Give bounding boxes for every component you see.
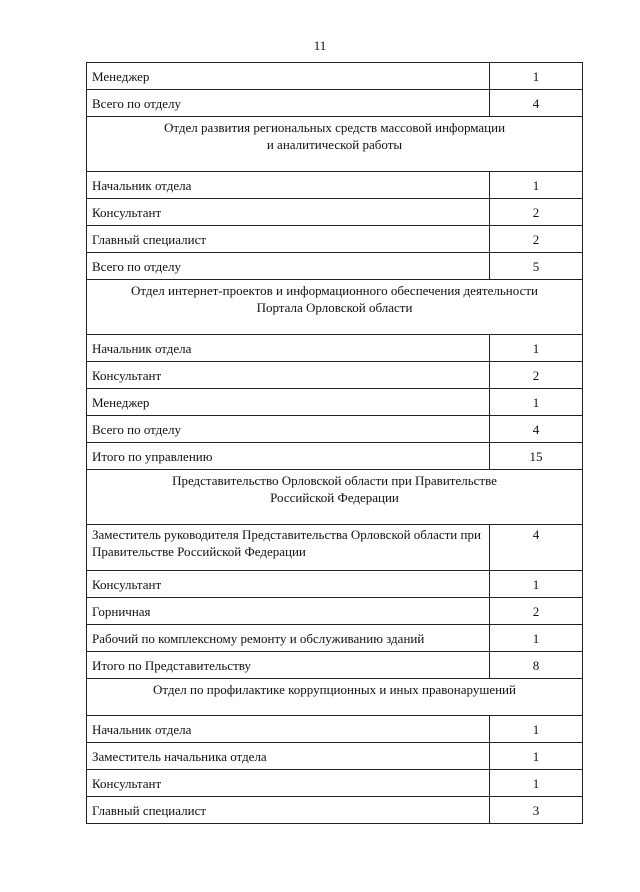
count-cell: 2 (490, 362, 583, 389)
table-row (87, 525, 583, 571)
count-cell: 3 (490, 797, 583, 824)
table-row (87, 90, 583, 117)
position-cell: Заместитель начальника отдела (87, 743, 490, 770)
position-cell: Консультант (87, 199, 490, 226)
count-cell: 1 (490, 63, 583, 90)
count-cell: 1 (490, 625, 583, 652)
table-row (87, 172, 583, 199)
count-cell: 4 (490, 525, 583, 571)
count-cell: 1 (490, 389, 583, 416)
position-cell: Всего по отделу (87, 253, 490, 280)
department-heading (87, 470, 583, 525)
position-cell: Начальник отдела (87, 335, 490, 362)
table-row (87, 253, 583, 280)
table-row (87, 743, 583, 770)
count-cell: 1 (490, 571, 583, 598)
staff-table (86, 62, 583, 824)
table-row (87, 716, 583, 743)
department-heading (87, 280, 583, 335)
position-cell: Горничная (87, 598, 490, 625)
heading-line: Российской Федерации (270, 490, 399, 505)
department-heading (87, 117, 583, 172)
table-row (87, 625, 583, 652)
department-heading-row (87, 117, 583, 172)
count-cell: 1 (490, 770, 583, 797)
position-cell: Главный специалист (87, 226, 490, 253)
heading-line: Отдел интернет-проектов и информационного обеспечения деятельности (131, 283, 538, 298)
table-row (87, 335, 583, 362)
count-cell: 2 (490, 226, 583, 253)
count-cell: 2 (490, 199, 583, 226)
count-cell: 1 (490, 172, 583, 199)
table-row (87, 571, 583, 598)
position-cell: Начальник отдела (87, 716, 490, 743)
department-heading (87, 679, 583, 716)
position-cell: Консультант (87, 770, 490, 797)
position-cell: Консультант (87, 362, 490, 389)
table-row (87, 63, 583, 90)
position-cell: Заместитель руководителя Представительства Орловской области при Правительстве Российской Федерации (87, 525, 490, 571)
position-cell: Менеджер (87, 389, 490, 416)
count-cell: 8 (490, 652, 583, 679)
heading-line: и аналитической работы (266, 137, 403, 152)
position-cell: Рабочий по комплексному ремонту и обслуживанию зданий (87, 625, 490, 652)
position-cell: Итого по Представительству (87, 652, 490, 679)
count-cell: 2 (490, 598, 583, 625)
heading-line: Отдел развития региональных средств массовой информации (163, 120, 506, 135)
department-heading-row (87, 280, 583, 335)
count-cell: 4 (490, 416, 583, 443)
table-row (87, 598, 583, 625)
position-cell: Консультант (87, 571, 490, 598)
table-row (87, 362, 583, 389)
table-row (87, 199, 583, 226)
table-row (87, 416, 583, 443)
count-cell: 1 (490, 335, 583, 362)
count-cell: 1 (490, 716, 583, 743)
position-cell: Всего по отделу (87, 90, 490, 117)
position-cell: Главный специалист (87, 797, 490, 824)
position-cell: Начальник отдела (87, 172, 490, 199)
heading-line: Представительство Орловской области при Правительстве (172, 473, 497, 488)
count-cell: 15 (490, 443, 583, 470)
heading-line: Портала Орловской области (256, 300, 413, 315)
table-row (87, 389, 583, 416)
position-cell: Всего по отделу (87, 416, 490, 443)
position-cell: Итого по управлению (87, 443, 490, 470)
heading-line: Отдел по профилактике коррупционных и иных правонарушений (153, 682, 516, 697)
position-cell: Менеджер (87, 63, 490, 90)
count-cell: 5 (490, 253, 583, 280)
table-row (87, 770, 583, 797)
count-cell: 4 (490, 90, 583, 117)
table-row (87, 226, 583, 253)
page-number: 11 (313, 38, 327, 53)
table-row (87, 443, 583, 470)
department-heading-row (87, 679, 583, 716)
department-heading-row (87, 470, 583, 525)
count-cell: 1 (490, 743, 583, 770)
table-row (87, 797, 583, 824)
table-row (87, 652, 583, 679)
